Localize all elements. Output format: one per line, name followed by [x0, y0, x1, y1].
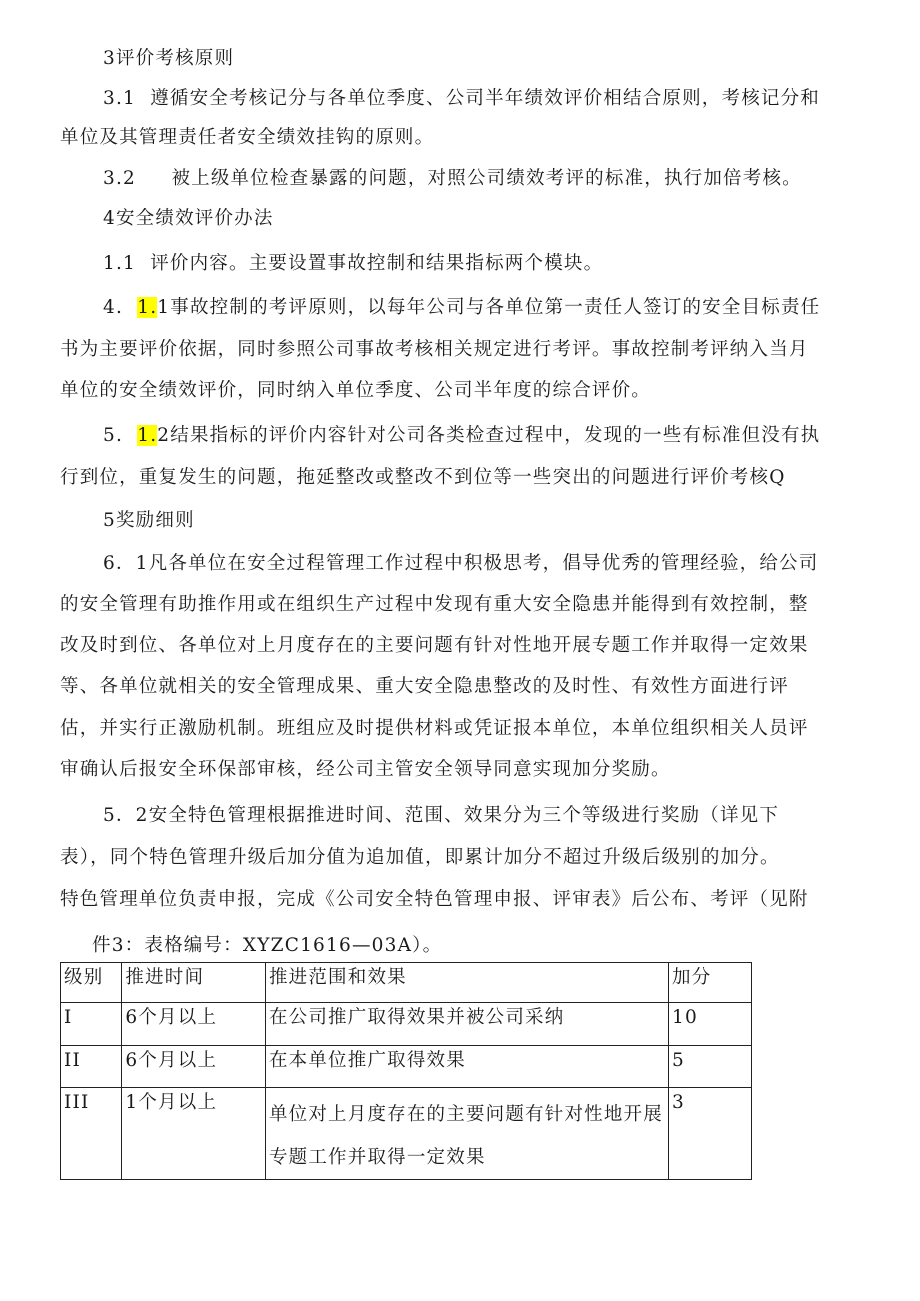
- para-5-2-line1: 5．2安全特色管理根据推进时间、范围、效果分为三个等级进行奖励（详见下: [103, 805, 780, 826]
- highlight-mark: 1.: [137, 425, 158, 446]
- cell-scope-line2: 专题工作并取得一定效果: [268, 1147, 486, 1168]
- cell-level: I: [61, 1003, 122, 1046]
- para-1-1-number: 1.1: [103, 253, 137, 274]
- cell-score: 3: [669, 1088, 752, 1180]
- cell-score: 10: [669, 1003, 752, 1046]
- table-row: [61, 1088, 752, 1180]
- para-3-2-text: 被上级单位检查暴露的问题，对照公司绩效考评的标准，执行加倍考核。: [171, 168, 802, 189]
- cell-scope-line1: 单位对上月度存在的主要问题有针对性地开展: [268, 1104, 663, 1125]
- para-4-1-prefix: 4.: [103, 297, 124, 318]
- section-heading-3: 3评价考核原则: [103, 48, 235, 69]
- para-4-1-line1: [103, 295, 820, 321]
- section-heading-5: 5奖励细则: [103, 510, 195, 531]
- cell-level: III: [61, 1088, 122, 1180]
- para-6-1-line5: 估，并实行正激励机制。班组应及时提供材料或凭证报本单位，本单位组织相关人员评: [60, 718, 809, 739]
- para-5-2-line2: 表），同个特色管理升级后加分值为追加值，即累计加分不超过升级后级别的加分。: [60, 847, 780, 868]
- table-row: [61, 1003, 752, 1046]
- table-row: [61, 1046, 752, 1088]
- para-3-1-number: 3.1: [103, 88, 137, 109]
- para-3-2: [103, 166, 802, 192]
- para-6-1-line1: 6．1凡各单位在安全过程管理工作过程中积极思考，倡导优秀的管理经验，给公司: [103, 553, 819, 574]
- cell-time: 1个月以上: [122, 1088, 266, 1180]
- para-5-1-line2: 行到位，重复发生的问题，拖延整改或整改不到位等一些突出的问题进行评价考核Q: [60, 467, 786, 488]
- cell-scope: 在本单位推广取得效果: [265, 1046, 668, 1088]
- para-6-1-line6: 审确认后报安全环保部审核，经公司主管安全领导同意实现加分奖励。: [60, 759, 671, 780]
- para-1-1: [103, 251, 603, 277]
- header-level: 级别: [61, 963, 122, 1003]
- para-5-2-line4: 件3：表格编号：XYZC1616—03A）。: [92, 935, 443, 956]
- para-3-2-number: 3.2: [103, 168, 137, 189]
- cell-score: 5: [669, 1046, 752, 1088]
- para-6-1-line4: 等、各单位就相关的安全管理成果、重大安全隐患整改的及时性、有效性方面进行评: [60, 676, 789, 697]
- section-heading-4: 4安全绩效评价办法: [103, 208, 274, 229]
- header-score: 加分: [669, 963, 752, 1003]
- para-3-1-line2: 单位及其管理责任者安全绩效挂钩的原则。: [60, 127, 435, 148]
- highlight-mark: 1.: [137, 297, 158, 318]
- cell-level: II: [61, 1046, 122, 1088]
- cell-scope: [265, 1088, 668, 1180]
- para-3-1-text: 遵循安全考核记分与各单位季度、公司半年绩效评价相结合原则，考核记分和: [150, 88, 821, 109]
- para-6-1-line2: 的安全管理有助推作用或在组织生产过程中发现有重大安全隐患并能得到有效控制，整: [60, 594, 809, 615]
- para-3-1-line1: [103, 86, 820, 112]
- cell-time: 6个月以上: [122, 1003, 266, 1046]
- para-5-1-text: 2结果指标的评价内容针对公司各类检查过程中，发现的一些有标准但没有执: [157, 425, 821, 446]
- para-6-1-line3: 改及时到位、各单位对上月度存在的主要问题有针对性地开展专题工作并取得一定效果: [60, 635, 809, 656]
- para-4-1-line3: 单位的安全绩效评价，同时纳入单位季度、公司半年度的综合评价。: [60, 380, 652, 401]
- cell-scope: 在公司推广取得效果并被公司采纳: [265, 1003, 668, 1046]
- para-4-1-line2: 书为主要评价依据，同时参照公司事故考核相关规定进行考评。事故控制考评纳入当月: [60, 339, 809, 360]
- header-scope: 推进范围和效果: [265, 963, 668, 1003]
- table-header-row: [61, 963, 752, 1003]
- para-5-2-line3: 特色管理单位负责申报，完成《公司安全特色管理申报、评审表》后公布、考评（见附: [60, 889, 809, 910]
- para-5-1-line1: [103, 423, 820, 449]
- para-4-1-text: 1事故控制的考评原则，以每年公司与各单位第一责任人签订的安全目标责任: [157, 297, 821, 318]
- para-5-1-prefix: 5.: [103, 425, 124, 446]
- reward-level-table: [60, 962, 752, 1180]
- cell-time: 6个月以上: [122, 1046, 266, 1088]
- para-1-1-text: 评价内容。主要设置事故控制和结果指标两个模块。: [150, 253, 604, 274]
- header-time: 推进时间: [122, 963, 266, 1003]
